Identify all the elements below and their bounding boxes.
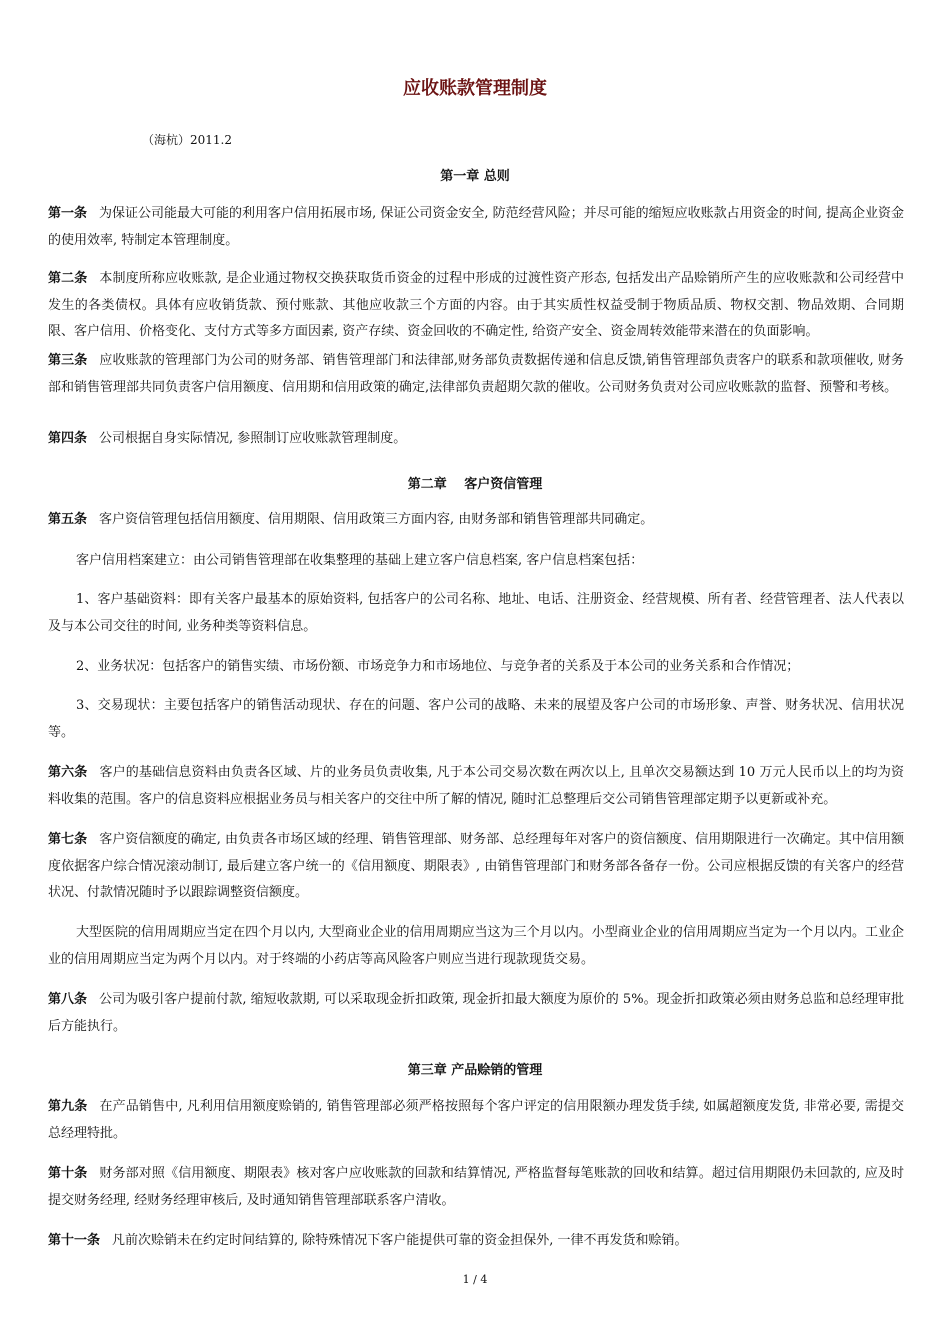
article-text: 公司根据自身实际情况, 参照制订应收账款管理制度。 (99, 431, 407, 446)
chapter-heading-2: 第二章 客户资信管理 (407, 477, 543, 492)
article-text: 为保证公司能最大可能的利用客户信用拓展市场, 保证公司资金安全, 防范经营风险；并尽可能的缩短应收账款占用资金的时间, 提高企业资金的使用效率, 特制定本管理制度。 (48, 206, 904, 248)
article-label: 第三条 (48, 353, 88, 368)
article-label: 第四条 (48, 431, 88, 446)
paragraph-archive: 客户信用档案建立：由公司销售管理部在收集整理的基础上建立客户信息档案, 客户信息档案包括： (76, 553, 644, 568)
page-number: 1 / 4 (462, 1273, 488, 1286)
document-title: 应收账款管理制度 (403, 78, 547, 99)
article-text: 应收账款的管理部门为公司的财务部、销售管理部门和法律部,财务部负责数据传递和信息反馈,销售管理部负责客户的联系和款项催收, 财务部和销售管理部共同负责客户信用额度、信用期和信用政策的确定,法律部负责超期欠款的催收。公司财务负责对公司应收账款的监督、预警和考核。 (48, 353, 904, 395)
article-text: 凡前次赊销未在约定时间结算的, 除特殊情况下客户能提供可靠的资金担保外, 一律不再发货和赊销。 (112, 1233, 688, 1248)
article-label: 第九条 (48, 1099, 88, 1114)
chapter-heading-1: 第一章 总则 (440, 169, 510, 184)
article-6 (48, 760, 904, 813)
article-text: 公司为吸引客户提前付款, 缩短收款期, 可以采取现金折扣政策, 现金折扣最大额度为原价的 5%。现金折扣政策必须由财务总监和总经理审批后方能执行。 (48, 992, 904, 1034)
article-9 (48, 1094, 904, 1147)
list-item-3: 3、交易现状：主要包括客户的销售活动现状、存在的问题、客户公司的战略、未来的展望及客户公司的市场形象、声誉、财务状况、信用状况等。 (48, 698, 904, 740)
article-3 (48, 348, 904, 401)
list-item-1: 1、客户基础资料：即有关客户最基本的原始资料, 包括客户的公司名称、地址、电话、注册资金、经营规模、所有者、经营管理者、法人代表以及与本公司交往的时间, 业务种类等资料信息。 (48, 592, 904, 634)
article-1 (48, 201, 904, 254)
article-text: 客户的基础信息资料由负责各区域、片的业务员负责收集, 凡于本公司交易次数在两次以上, 且单次交易额达到 10 万元人民币以上的均为资料收集的范围。客户的信息资料应根据业务员与相关客户的交往中所了解的情况, 随时汇总整理后交公司销售管理部定期予以更新或补充。 (48, 765, 904, 807)
article-7 (48, 827, 904, 907)
article-label: 第十条 (48, 1166, 88, 1181)
paragraph-credit-period: 大型医院的信用周期应当定在四个月以内, 大型商业企业的信用周期应当这为三个月以内。小型商业企业的信用周期应当定为一个月以内。工业企业的信用周期应当定为两个月以内。对于终端的小药店等高风险客户则应当进行现款现货交易。 (48, 925, 904, 967)
article-text: 财务部对照《信用额度、期限表》核对客户应收账款的回款和结算情况, 严格监督每笔账款的回收和结算。超过信用期限仍未回款的, 应及时提交财务经理, 经财务经理审核后, 及时通知销售管理部联系客户清收。 (48, 1166, 904, 1208)
list-item-2: 2、业务状况：包括客户的销售实绩、市场份额、市场竞争力和市场地位、与竞争者的关系及于本公司的业务关系和合作情况； (76, 659, 800, 674)
article-2 (48, 266, 904, 346)
article-label: 第七条 (48, 832, 88, 847)
article-label: 第一条 (48, 206, 88, 221)
article-11 (48, 1228, 904, 1255)
article-text: 在产品销售中, 凡利用信用额度赊销的, 销售管理部必须严格按照每个客户评定的信用限额办理发货手续, 如属超额度发货, 非常必要, 需提交总经理特批。 (48, 1099, 904, 1141)
article-4 (48, 426, 904, 453)
document-meta: （海杭）2011.2 (142, 133, 232, 147)
article-10 (48, 1161, 904, 1214)
article-label: 第八条 (48, 992, 88, 1007)
article-text: 客户资信管理包括信用额度、信用期限、信用政策三方面内容, 由财务部和销售管理部共同确定。 (99, 512, 654, 527)
article-8 (48, 987, 904, 1040)
article-label: 第二条 (48, 271, 88, 286)
article-text: 客户资信额度的确定, 由负责各市场区域的经理、销售管理部、财务部、总经理每年对客户的资信额度、信用期限进行一次确定。其中信用额度依据客户综合情况滚动制订, 最后建立客户统一的《信用额度、期限表》, 由销售管理部门和财务部各备存一份。公司应根据反馈的有关客户的经营状况、付款情况随时予以跟踪调整资信额度。 (48, 832, 904, 900)
article-text: 本制度所称应收账款, 是企业通过物权交换获取货币资金的过程中形成的过渡性资产形态, 包括发出产品赊销所产生的应收账款和公司经营中发生的各类债权。具体有应收销货款、预付账款、其他应收款三个方面的内容。由于其实质性权益受制于物质品质、物权交割、物品效期、合同期限、客户信用、价格变化、支付方式等多方面因素, 资产存续、资金回收的不确定性, 给资产安全、资金周转效能带来潜在的负面影响。 (48, 271, 904, 339)
article-label: 第十一条 (48, 1233, 101, 1248)
article-5 (48, 507, 904, 534)
chapter-heading-3: 第三章 产品赊销的管理 (407, 1063, 543, 1078)
article-label: 第五条 (48, 512, 88, 527)
article-label: 第六条 (48, 765, 88, 780)
